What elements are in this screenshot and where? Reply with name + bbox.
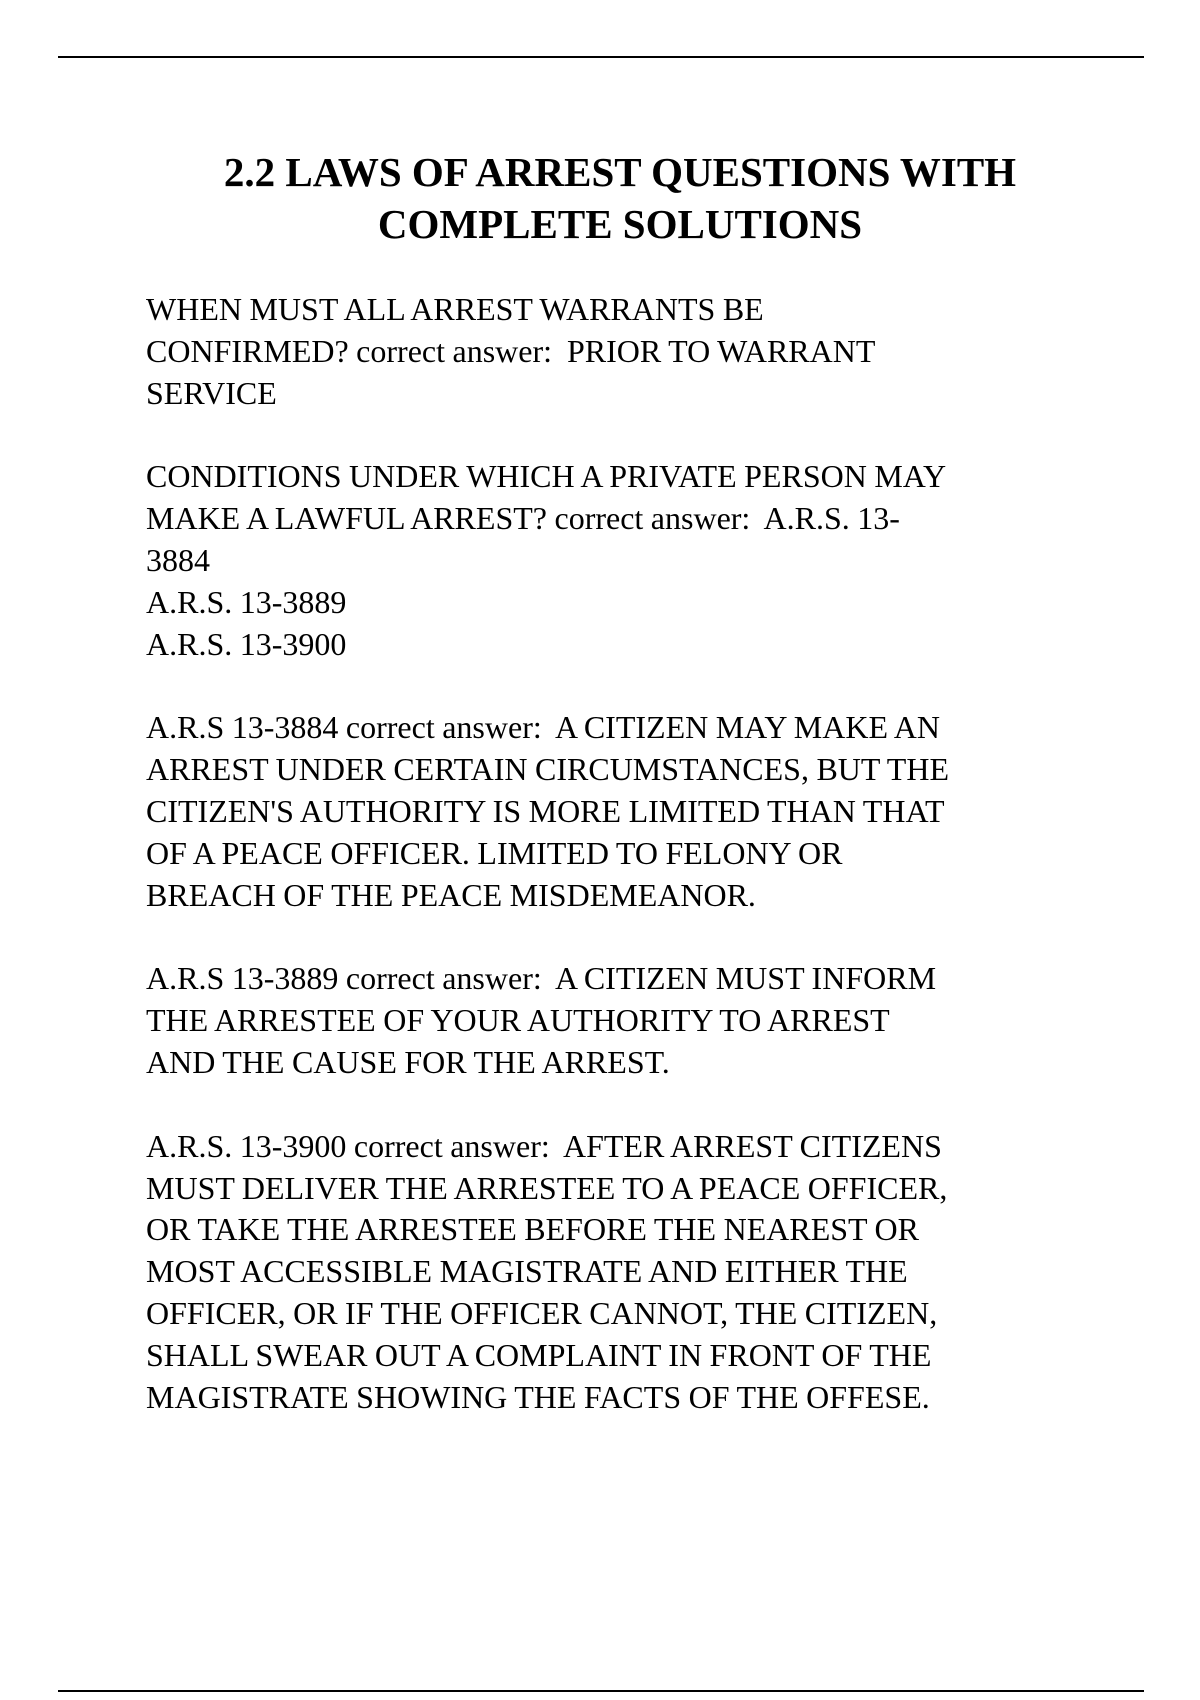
answer-label: correct answer:: [353, 1127, 550, 1164]
qa-item-2: [146, 456, 1146, 665]
qa-item-1: [146, 289, 1146, 414]
question-text: A.R.S 13-3884: [146, 709, 339, 746]
footer-rule: [58, 1690, 1144, 1692]
answer-text: A CITIZEN MUST INFORM THE ARRESTEE OF YOUR AUTHORITY TO ARREST AND THE CAUSE FOR THE ARREST.: [146, 960, 937, 1080]
answer-label: correct answer:: [345, 960, 542, 997]
answer-label: correct answer:: [345, 709, 542, 746]
answer-label: correct answer:: [554, 500, 751, 537]
question-text: CONDITIONS UNDER WHICH A PRIVATE PERSON MAY MAKE A LAWFUL ARREST?: [146, 458, 947, 537]
question-text: A.R.S. 13-3900: [146, 1127, 347, 1164]
qa-item-3: [146, 707, 1146, 916]
qa-item-5: [146, 1126, 1146, 1419]
answer-text: PRIOR TO WARRANT SERVICE: [146, 332, 876, 411]
qa-item-4: [146, 958, 1146, 1083]
answer-label: correct answer:: [356, 332, 552, 369]
question-text: A.R.S 13-3889: [146, 960, 339, 997]
answer-text: A.R.S. 13- 3884 A.R.S. 13-3889 A.R.S. 13-3900: [146, 500, 900, 662]
document-title: 2.2 LAWS OF ARREST QUESTIONS WITH COMPLETE SOLUTIONS: [223, 149, 1017, 247]
answer-text: AFTER ARREST CITIZENS MUST DELIVER THE ARRESTEE TO A PEACE OFFICER, OR TAKE THE ARRESTEE BEFORE THE NEAREST OR MOST ACCESSIBLE MAGISTRATE AND EITHER THE OFFICER, OR IF THE OFFICER CANNOT, THE CITIZEN, SHALL SWEAR OUT A COMPLAINT IN FRONT OF THE MAGISTRATE SHOWING THE FACTS OF THE OFFESE.: [146, 1127, 948, 1415]
header-rule: [58, 56, 1144, 58]
qa-list: [146, 289, 1146, 1460]
question-text: WHEN MUST ALL ARREST WARRANTS BE CONFIRMED?: [146, 291, 764, 369]
answer-text: A CITIZEN MAY MAKE AN ARREST UNDER CERTAIN CIRCUMSTANCES, BUT THE CITIZEN'S AUTHORITY IS MORE LIMITED THAN THAT OF A PEACE OFFICER. LIMITED TO FELONY OR BREACH OF THE PEACE MISDEMEANOR.: [146, 709, 949, 913]
